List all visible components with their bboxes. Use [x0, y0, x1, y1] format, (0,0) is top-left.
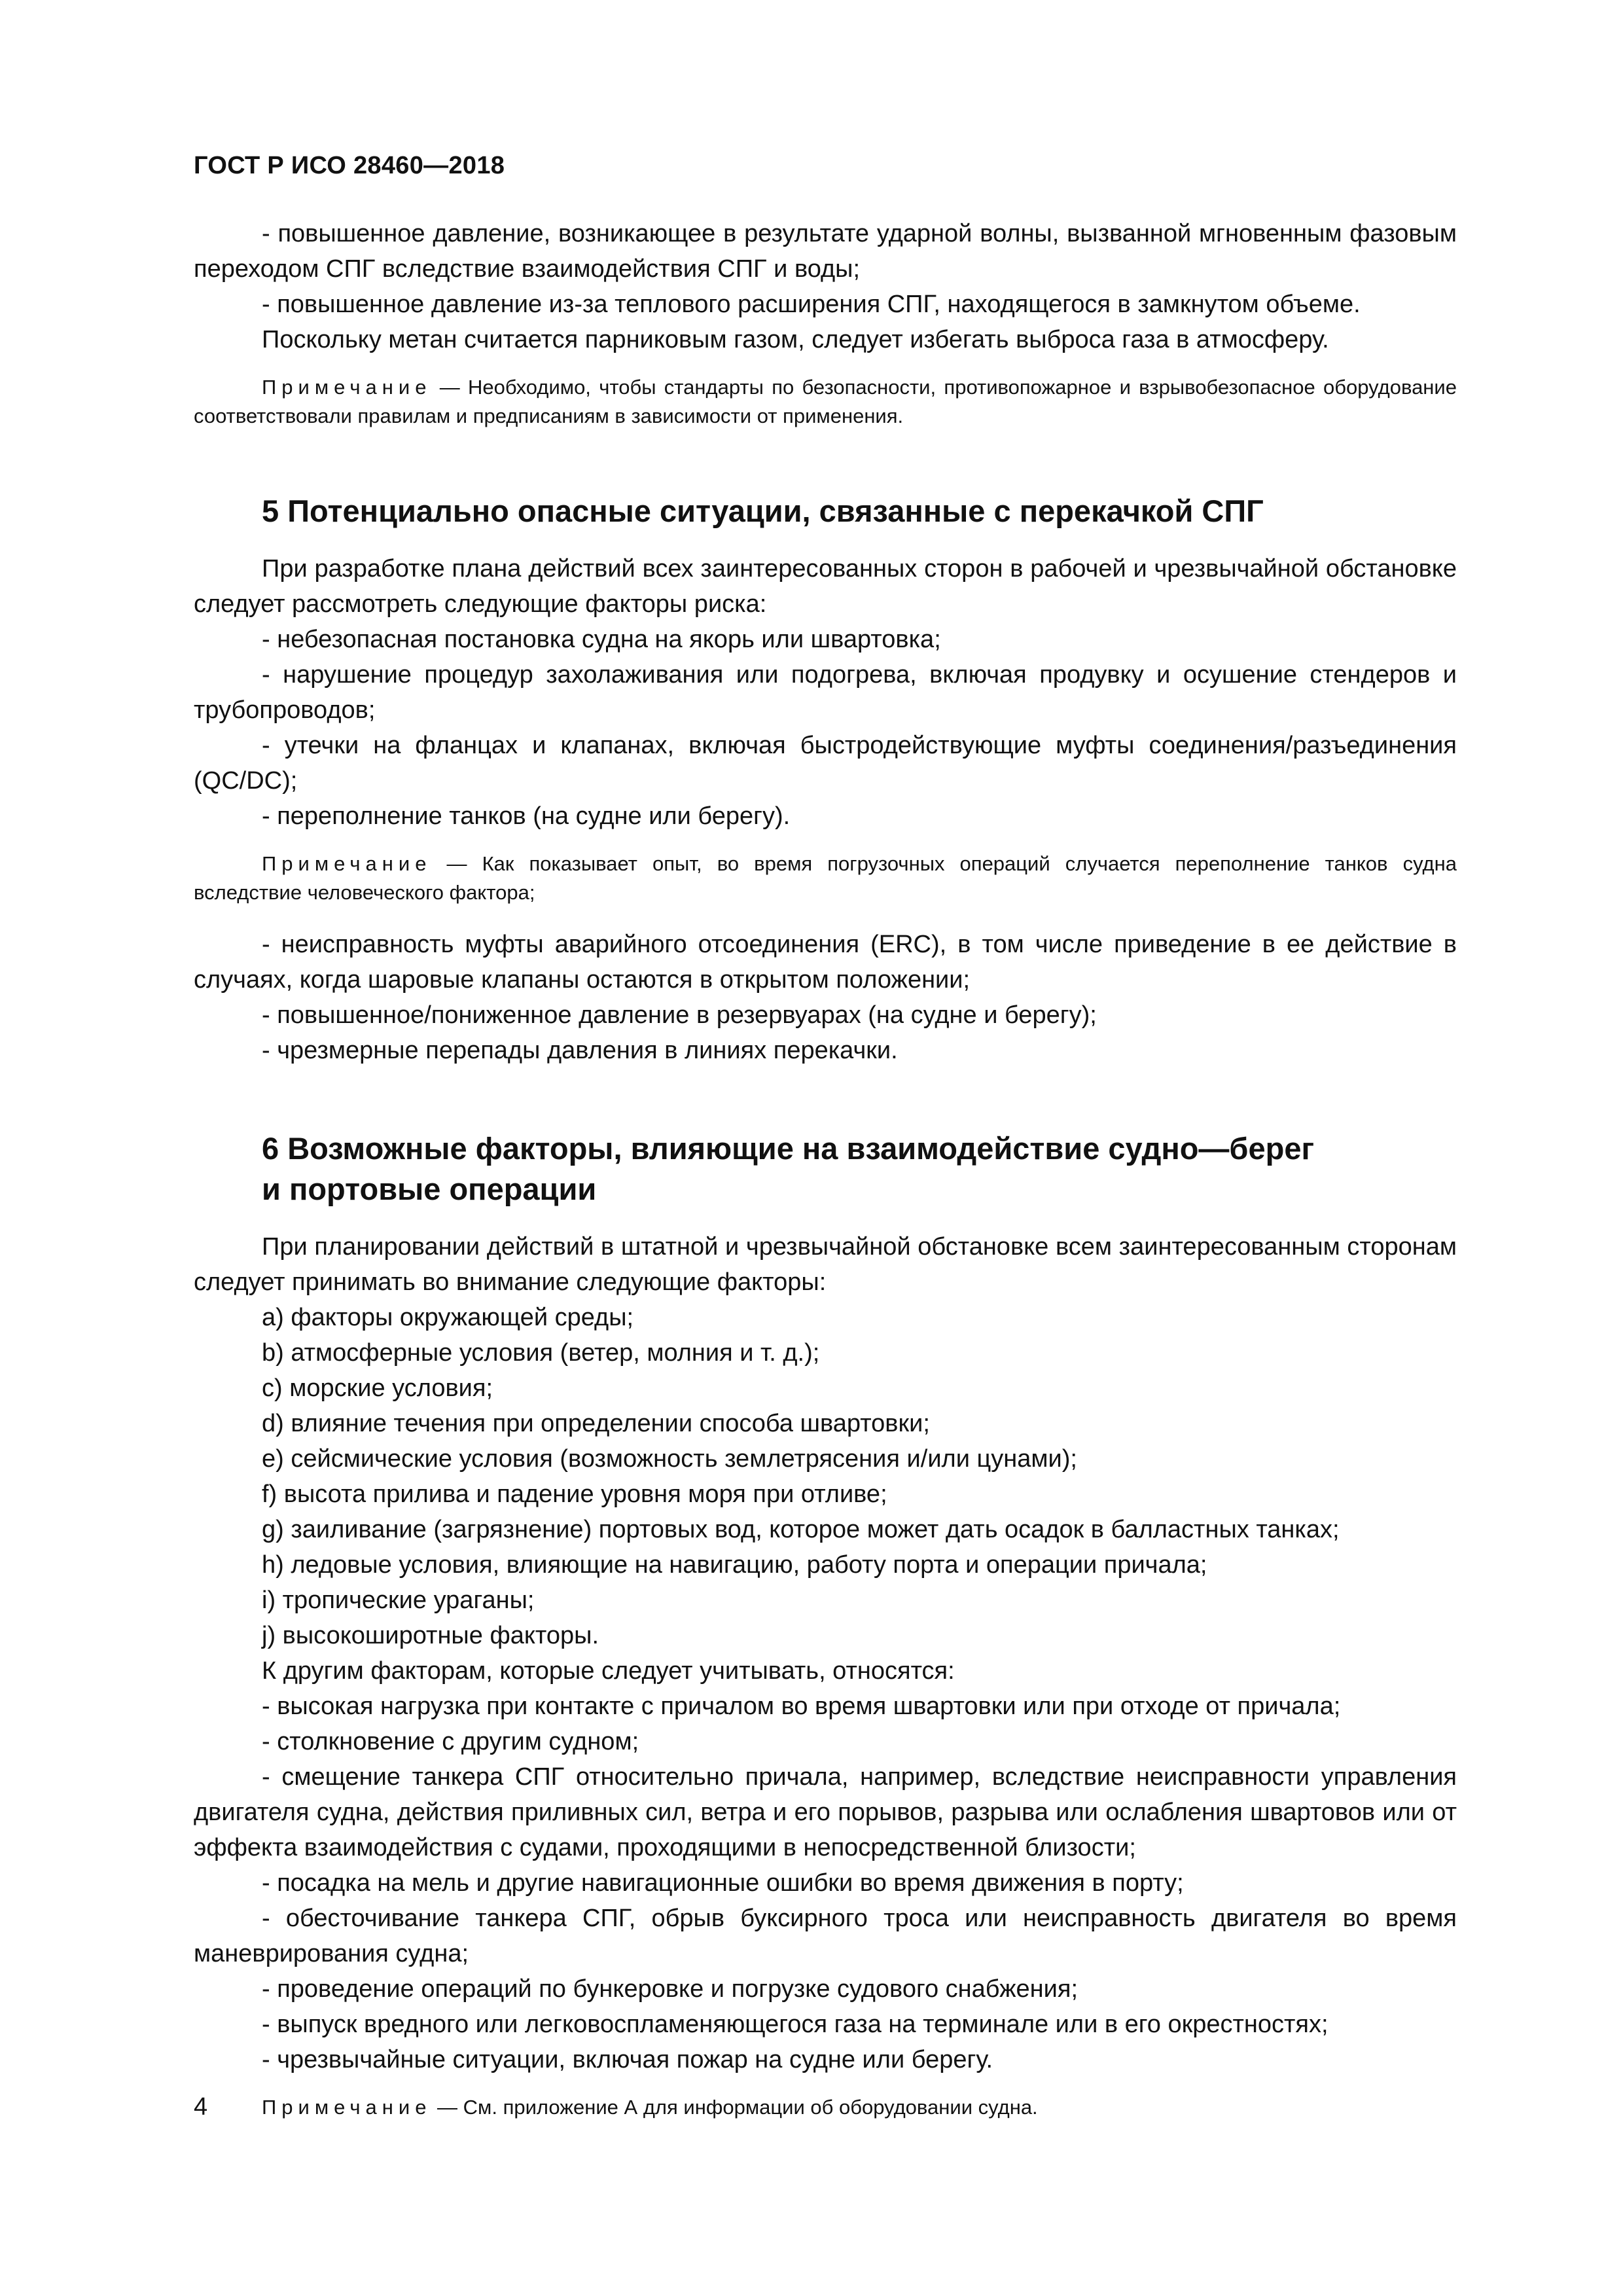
document-header: ГОСТ Р ИСО 28460—2018 [194, 152, 505, 179]
section-5-item-2: - нарушение процедур захолаживания или подогрева, включая продувку и осушение стендеров и трубопроводов; [194, 661, 1457, 724]
note-label: Примечание [262, 852, 432, 875]
section-6-letter-c: c) морские условия; [262, 1374, 493, 1402]
section-6-item-6: - проведение операций по бункеровке и погрузке судового снабжения; [262, 1975, 1079, 2003]
section-6-item-4: - посадка на мель и другие навигационные ошибки во время движения в порту; [262, 1869, 1184, 1897]
section-6-letter-e: e) сейсмические условия (возможность землетрясения и/или цунами); [262, 1445, 1077, 1473]
section-6-letter-i: i) тропические ураганы; [262, 1587, 535, 1614]
section-5-item-6: - повышенное/пониженное давление в резервуарах (на судне и берегу); [262, 1001, 1097, 1029]
note-text: — См. приложение А для информации об оборудовании судна. [431, 2096, 1038, 2119]
section-6-title-line-1: 6 Возможные факторы, влияющие на взаимодействие судно—берег [262, 1131, 1315, 1166]
section-6-letter-d: d) влияние течения при определении способа швартовки; [262, 1410, 930, 1437]
section-5-item-5: - неисправность муфты аварийного отсоединения (ERC), в том числе приведение в ее действие в случаях, когда шаровые клапаны остаются в открытом положении; [194, 931, 1457, 994]
note-label: Примечание [262, 376, 432, 399]
intro-item-2: - повышенное давление из-за теплового расширения СПГ, находящегося в замкнутом объеме. [262, 291, 1361, 318]
section-5-item-4: - переполнение танков (на судне или берегу). [262, 802, 791, 830]
section-6-letter-g: g) заиливание (загрязнение) портовых вод, которое может дать осадок в балластных танках; [262, 1516, 1340, 1543]
document-body [194, 216, 1457, 2122]
section-6-letter-a: a) факторы окружающей среды; [262, 1304, 634, 1331]
section-6-note [194, 2093, 1457, 2122]
section-5-item-1: - небезопасная постановка судна на якорь или швартовка; [262, 626, 941, 653]
section-6-item-5: - обесточивание танкера СПГ, обрыв буксирного троса или неисправность двигателя во время маневрирования судна; [194, 1905, 1457, 1967]
note-label: Примечание [262, 2096, 432, 2119]
section-6-item-3: - смещение танкера СПГ относительно причала, например, вследствие неисправности управления двигателя судна, действия приливных сил, ветра и его порывов, разрыва или ослабления швартовов или от эффекта взаимодействия с судами, проходящими в непосредственной близости; [194, 1763, 1457, 1861]
intro-note [194, 373, 1457, 431]
intro-item-1: - повышенное давление, возникающее в результате ударной волны, вызванной мгновенным фазовым переходом СПГ вследствие взаимодействия СПГ и воды; [194, 220, 1457, 283]
section-6-letter-j: j) высокоширотные факторы. [262, 1622, 599, 1649]
section-6-other-lead: К другим факторам, которые следует учитывать, относятся: [262, 1657, 955, 1685]
section-6-title-line-2: и портовые операции [262, 1172, 597, 1206]
section-6-letter-f: f) высота прилива и падение уровня моря при отливе; [262, 1480, 887, 1508]
intro-paragraph: Поскольку метан считается парниковым газом, следует избегать выброса газа в атмосферу. [262, 326, 1329, 353]
page-number: 4 [194, 2093, 208, 2121]
section-6-item-8: - чрезвычайные ситуации, включая пожар на судне или берегу. [262, 2046, 993, 2073]
section-5-lead: При разработке плана действий всех заинтересованных сторон в рабочей и чрезвычайной обстановке следует рассмотреть следующие факторы риска: [194, 555, 1457, 618]
section-5-note [194, 850, 1457, 907]
section-6-letter-b: b) атмосферные условия (ветер, молния и т. д.); [262, 1339, 820, 1367]
note-text: — Необходимо, чтобы стандарты по безопасности, противопожарное и взрывобезопасное оборудование соответствовали правилам и предписаниям в зависимости от применения. [194, 376, 1457, 427]
section-6-letter-h: h) ледовые условия, влияющие на навигацию, работу порта и операции причала; [262, 1551, 1207, 1579]
section-5-item-7: - чрезмерные перепады давления в линиях перекачки. [262, 1037, 898, 1064]
section-6-item-7: - выпуск вредного или легковоспламеняющегося газа на терминале или в его окрестностях; [262, 2011, 1329, 2038]
section-6-item-2: - столкновение с другим судном; [262, 1728, 639, 1755]
section-5-title: 5 Потенциально опасные ситуации, связанные с перекачкой СПГ [262, 493, 1264, 528]
note-text: — Как показывает опыт, во время погрузочных операций случается переполнение танков судна вследствие человеческого фактора; [194, 852, 1457, 904]
section-6-lead: При планировании действий в штатной и чрезвычайной обстановке всем заинтересованным сторонам следует принимать во внимание следующие факторы: [194, 1233, 1457, 1296]
section-5-item-3: - утечки на фланцах и клапанах, включая быстродействующие муфты соединения/разъединения (QC/DC); [194, 732, 1457, 795]
section-6-item-1: - высокая нагрузка при контакте с причалом во время швартовки или при отходе от причала; [262, 1693, 1341, 1720]
